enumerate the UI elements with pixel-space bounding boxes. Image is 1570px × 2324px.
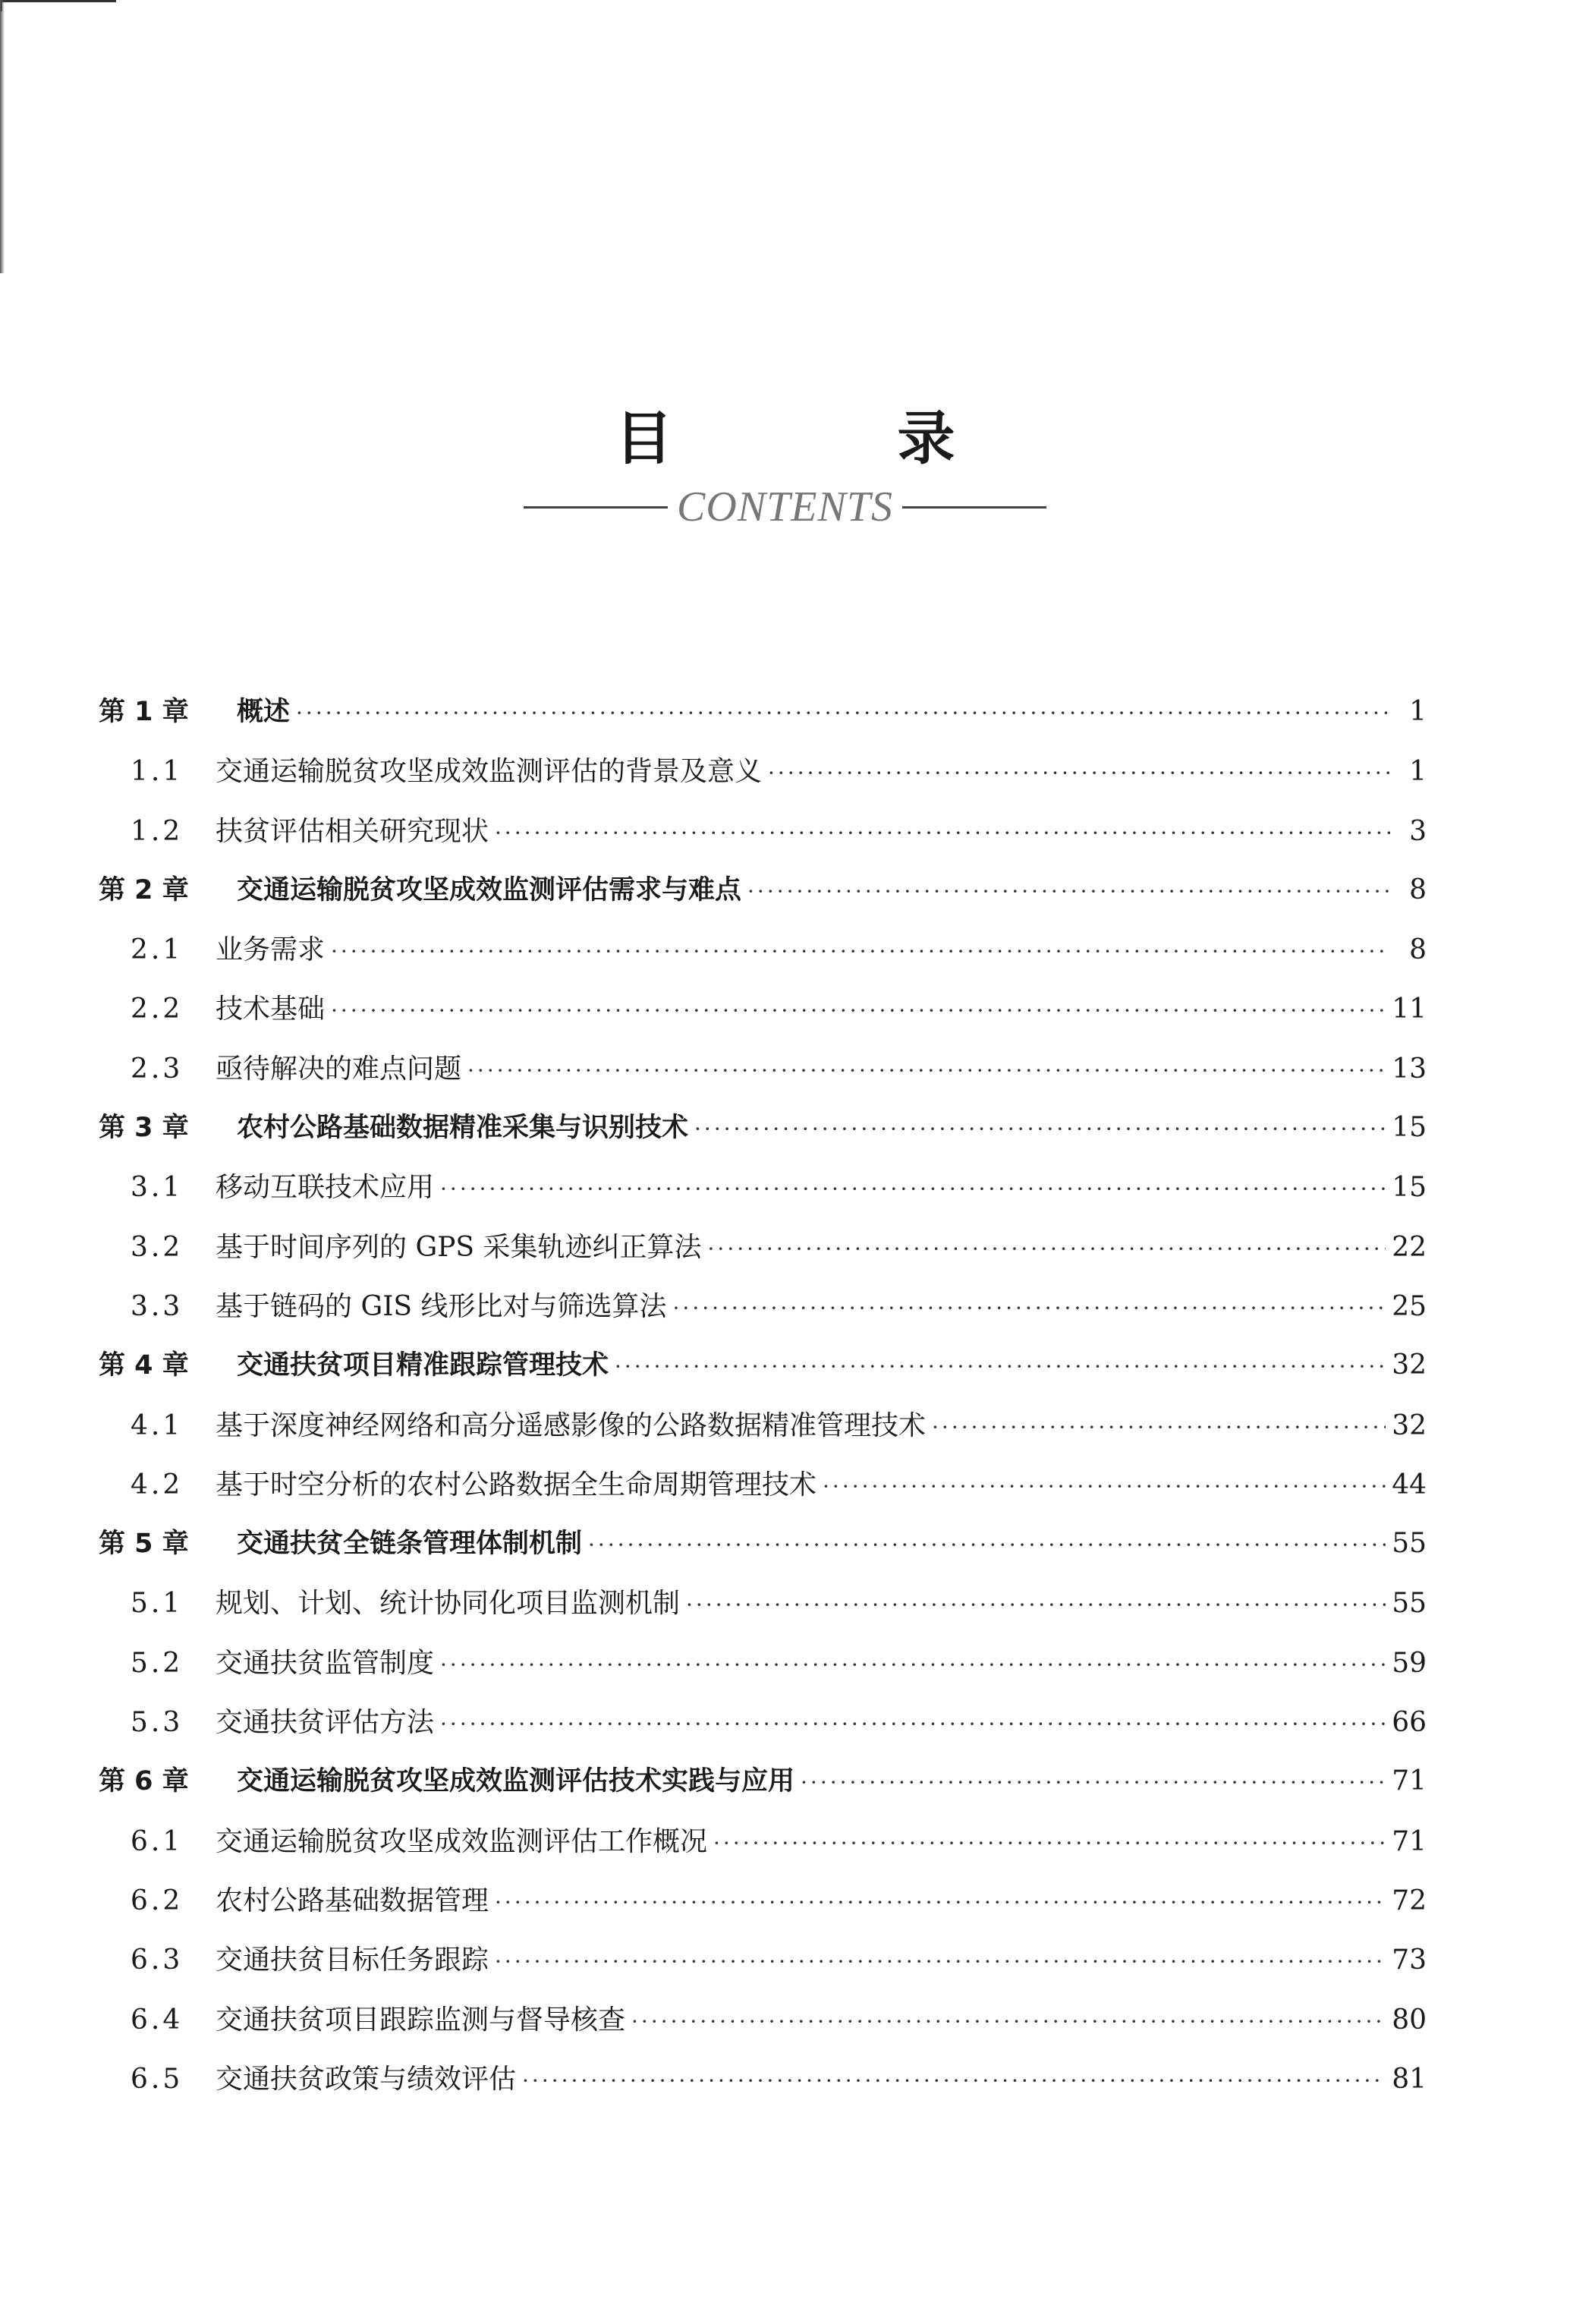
entry-page-number: 55 xyxy=(1392,1528,1427,1560)
entry-number: 3.2 xyxy=(131,1231,184,1263)
entry-number: 6.5 xyxy=(131,2063,184,2095)
dot-leader xyxy=(440,1712,1386,1737)
entry-number: 1.2 xyxy=(131,815,184,847)
entry-title: 基于链码的 GIS 线形比对与筛选算法 xyxy=(216,1290,667,1322)
dot-leader xyxy=(768,760,1390,786)
entry-title: 规划、计划、统计协同化项目监测机制 xyxy=(216,1588,681,1620)
toc-section-entry[interactable] xyxy=(99,1582,1427,1641)
dot-leader xyxy=(331,998,1386,1023)
entry-title: 交通运输脱贫攻坚成效监测评估工作概况 xyxy=(216,1825,708,1857)
toc-section-entry[interactable] xyxy=(99,1285,1427,1344)
entry-title: 农村公路基础数据精准采集与识别技术 xyxy=(237,1113,689,1144)
entry-page-number: 32 xyxy=(1392,1409,1427,1441)
toc-chapter-entry[interactable] xyxy=(99,1107,1427,1166)
toc-section-entry[interactable] xyxy=(99,750,1427,809)
entry-number: 2.2 xyxy=(131,994,184,1025)
dot-leader xyxy=(708,1236,1386,1261)
scan-edge-shadow xyxy=(0,0,5,273)
entry-page-number: 66 xyxy=(1392,1707,1427,1739)
dot-leader xyxy=(440,1176,1386,1201)
entry-title: 交通扶贫评估方法 xyxy=(216,1707,435,1739)
entry-page-number: 15 xyxy=(1392,1112,1427,1144)
entry-number: 1.1 xyxy=(131,756,184,788)
toc-chapter-entry[interactable] xyxy=(99,691,1427,750)
entry-number: 第 1 章 xyxy=(99,697,189,727)
entry-title: 交通运输脱贫攻坚成效监测评估技术实践与应用 xyxy=(237,1766,795,1797)
entry-title: 移动互联技术应用 xyxy=(216,1172,435,1204)
entry-page-number: 3 xyxy=(1409,815,1427,847)
entry-page-number: 44 xyxy=(1392,1469,1427,1501)
entry-page-number: 73 xyxy=(1392,1945,1427,1976)
toc-section-entry[interactable] xyxy=(99,1404,1427,1463)
dot-leader xyxy=(932,1415,1386,1440)
toc-chapter-entry[interactable] xyxy=(99,1760,1427,1819)
toc-section-entry[interactable] xyxy=(99,1998,1427,2058)
toc-section-entry[interactable] xyxy=(99,1820,1427,1879)
dot-leader xyxy=(522,2068,1386,2093)
toc-section-entry[interactable] xyxy=(99,1166,1427,1225)
dot-leader xyxy=(495,1949,1386,1974)
entry-title: 交通扶贫项目跟踪监测与督导核查 xyxy=(216,2004,626,2036)
subtitle-rule-left xyxy=(524,506,668,509)
entry-number: 6.2 xyxy=(131,1885,184,1916)
toc-section-entry[interactable] xyxy=(99,1642,1427,1701)
entry-number: 6.1 xyxy=(131,1825,184,1857)
entry-number: 6.4 xyxy=(131,2004,184,2036)
entry-page-number: 8 xyxy=(1409,874,1427,905)
toc-chapter-entry[interactable] xyxy=(99,1523,1427,1582)
toc-section-entry[interactable] xyxy=(99,1879,1427,1938)
entry-number: 第 6 章 xyxy=(99,1766,189,1797)
dot-leader xyxy=(296,701,1390,726)
entry-number: 3.1 xyxy=(131,1172,184,1204)
entry-page-number: 81 xyxy=(1392,2063,1427,2095)
entry-page-number: 15 xyxy=(1392,1172,1427,1204)
toc-section-entry[interactable] xyxy=(99,1463,1427,1523)
entry-number: 第 2 章 xyxy=(99,874,189,905)
subtitle-row xyxy=(0,483,1570,531)
toc-section-entry[interactable] xyxy=(99,1701,1427,1760)
toc-section-entry[interactable] xyxy=(99,810,1427,869)
entry-page-number: 8 xyxy=(1409,934,1427,966)
entry-number: 5.2 xyxy=(131,1647,184,1679)
entry-page-number: 11 xyxy=(1392,994,1427,1025)
entry-number: 2.3 xyxy=(131,1053,184,1085)
entry-title: 交通扶贫项目精准跟踪管理技术 xyxy=(237,1350,609,1381)
entry-number: 第 5 章 xyxy=(99,1529,189,1560)
dot-leader xyxy=(331,939,1390,964)
dot-leader xyxy=(467,1058,1386,1083)
toc-section-entry[interactable] xyxy=(99,1226,1427,1285)
entry-title: 基于时空分析的农村公路数据全生命周期管理技术 xyxy=(216,1469,817,1501)
dot-leader xyxy=(747,879,1390,904)
entry-title: 交通扶贫全链条管理体制机制 xyxy=(237,1529,583,1560)
entry-page-number: 1 xyxy=(1409,696,1427,727)
page-title: 目 录 xyxy=(615,405,1039,472)
toc-section-entry[interactable] xyxy=(99,928,1427,987)
scan-corner-mark xyxy=(0,0,116,11)
dot-leader xyxy=(631,2009,1386,2034)
entry-page-number: 25 xyxy=(1392,1290,1427,1322)
toc-section-entry[interactable] xyxy=(99,1938,1427,1998)
entry-page-number: 59 xyxy=(1392,1647,1427,1679)
entry-number: 3.3 xyxy=(131,1290,184,1322)
entry-page-number: 32 xyxy=(1392,1349,1427,1381)
toc-section-entry[interactable] xyxy=(99,2058,1427,2117)
entry-page-number: 72 xyxy=(1392,1885,1427,1916)
dot-leader xyxy=(495,820,1390,846)
entry-title: 概述 xyxy=(237,697,291,727)
toc-chapter-entry[interactable] xyxy=(99,869,1427,928)
entry-number: 5.3 xyxy=(131,1707,184,1739)
entry-number: 5.1 xyxy=(131,1588,184,1620)
entry-title: 亟待解决的难点问题 xyxy=(216,1053,462,1085)
entry-title: 交通扶贫政策与绩效评估 xyxy=(216,2063,517,2095)
dot-leader xyxy=(440,1652,1386,1677)
entry-number: 6.3 xyxy=(131,1945,184,1976)
entry-number: 第 3 章 xyxy=(99,1113,189,1144)
dot-leader xyxy=(823,1474,1386,1499)
toc-header xyxy=(0,405,1570,531)
entry-title: 扶贫评估相关研究现状 xyxy=(216,815,489,847)
entry-page-number: 13 xyxy=(1392,1053,1427,1085)
dot-leader xyxy=(673,1296,1386,1321)
entry-page-number: 71 xyxy=(1392,1825,1427,1857)
entry-page-number: 22 xyxy=(1392,1231,1427,1263)
toc-section-entry[interactable] xyxy=(99,1047,1427,1107)
subtitle-rule-right xyxy=(902,506,1046,509)
entry-title: 交通运输脱贫攻坚成效监测评估的背景及意义 xyxy=(216,756,763,788)
dot-leader xyxy=(615,1354,1386,1379)
entry-page-number: 71 xyxy=(1392,1765,1427,1797)
toc-section-entry[interactable] xyxy=(99,987,1427,1047)
entry-number: 第 4 章 xyxy=(99,1350,189,1381)
entry-page-number: 1 xyxy=(1409,756,1427,788)
dot-leader xyxy=(495,1890,1386,1915)
entry-title: 基于深度神经网络和高分遥感影像的公路数据精准管理技术 xyxy=(216,1409,927,1441)
entry-title: 交通运输脱贫攻坚成效监测评估需求与难点 xyxy=(237,874,742,905)
entry-number: 4.2 xyxy=(131,1469,184,1501)
entry-page-number: 55 xyxy=(1392,1588,1427,1620)
entry-title: 农村公路基础数据管理 xyxy=(216,1885,489,1916)
dot-leader xyxy=(801,1770,1386,1795)
table-of-contents xyxy=(99,691,1427,2117)
page-subtitle: CONTENTS xyxy=(677,483,893,531)
entry-title: 基于时间序列的 GPS 采集轨迹纠正算法 xyxy=(216,1231,702,1263)
dot-leader xyxy=(694,1116,1386,1142)
entry-page-number: 80 xyxy=(1392,2004,1427,2036)
toc-chapter-entry[interactable] xyxy=(99,1344,1427,1403)
entry-title: 业务需求 xyxy=(216,934,326,966)
entry-number: 4.1 xyxy=(131,1409,184,1441)
entry-title: 技术基础 xyxy=(216,994,326,1025)
entry-title: 交通扶贫监管制度 xyxy=(216,1647,435,1679)
entry-number: 2.1 xyxy=(131,934,184,966)
dot-leader xyxy=(588,1532,1386,1557)
dot-leader xyxy=(713,1831,1386,1856)
entry-title: 交通扶贫目标任务跟踪 xyxy=(216,1945,489,1976)
dot-leader xyxy=(686,1592,1386,1617)
